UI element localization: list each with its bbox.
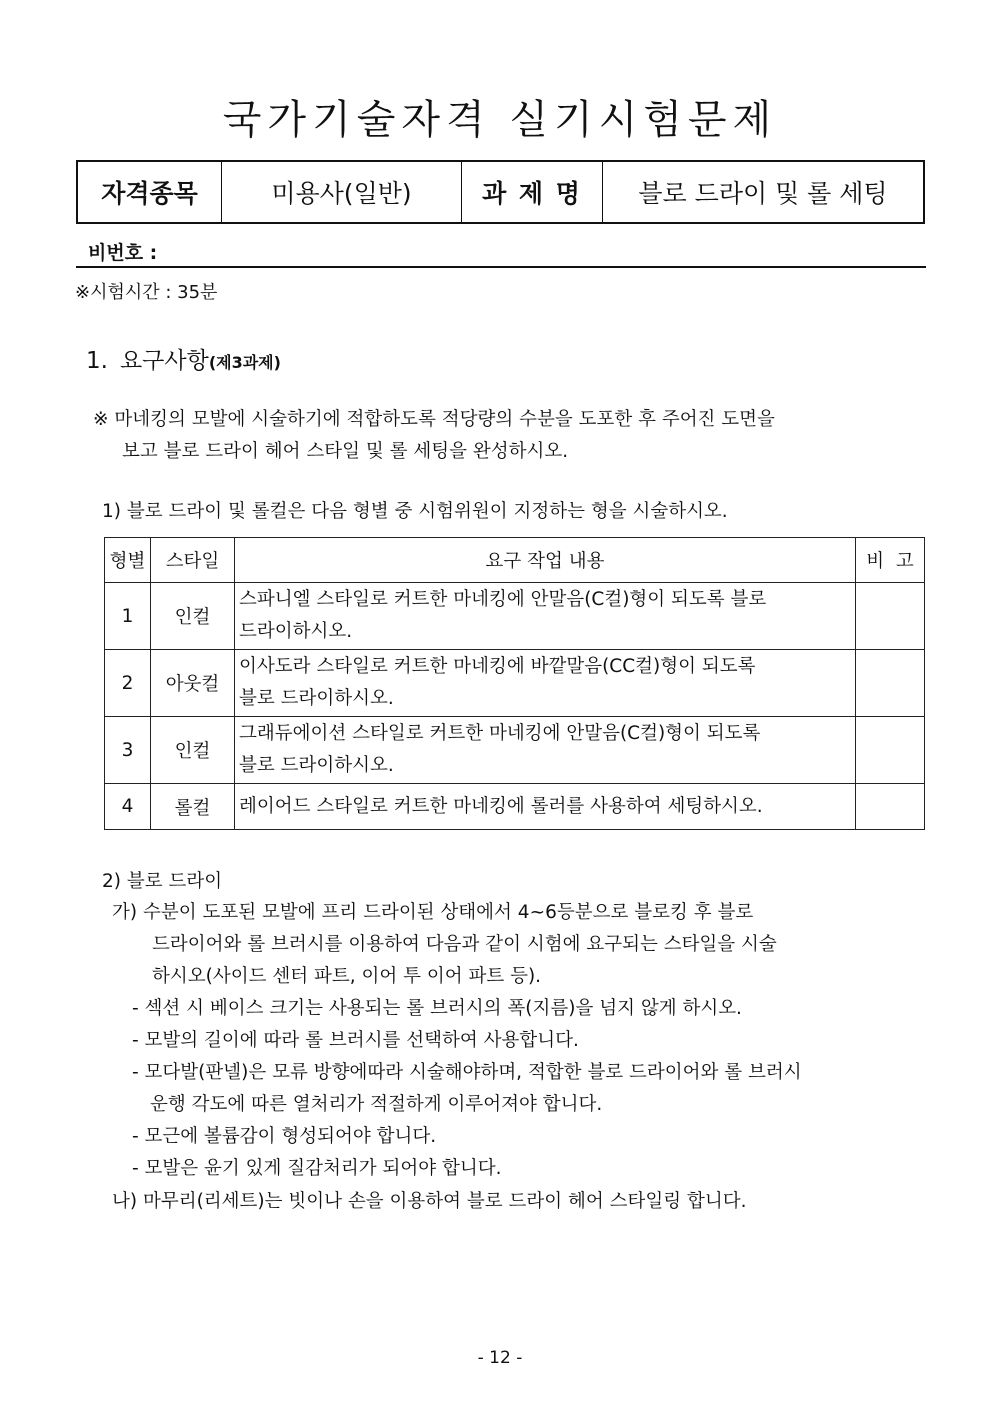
item-2-ga-line-3: 하시오(사이드 센터 파트, 이어 투 이어 파트 등). <box>152 966 542 987</box>
table-row <box>105 784 925 830</box>
row-content-line-1: 이사도라 스타일로 커트한 마네킹에 바깥말음(CC컬)형이 되도록 <box>239 656 756 677</box>
exam-info-table <box>76 160 925 224</box>
table-row <box>105 583 925 650</box>
page-title: 국가기술자격 실기시험문제 <box>222 97 778 143</box>
page-number: - 12 - <box>477 1348 523 1368</box>
requirements-table <box>104 537 925 830</box>
bullet-panel-line-1: - 모다발(판넬)은 모류 방향에따라 시술해야하며, 적합한 블로 드라이어와 롤 브러시 <box>132 1062 802 1083</box>
row-content-line-1: 레이어드 스타일로 커트한 마네킹에 롤러를 사용하여 세팅하시오. <box>239 795 763 817</box>
row-type: 4 <box>105 784 151 830</box>
item-2-ga-line-2: 드라이어와 롤 브러시를 이용하여 다음과 같이 시험에 요구되는 스타일을 시술 <box>152 934 777 955</box>
bullet-panel-line-2: 운행 각도에 따른 열처리가 적절하게 이루어져야 합니다. <box>150 1094 603 1115</box>
row-content <box>235 650 856 717</box>
section-number: 1. <box>86 348 108 374</box>
table-row <box>105 717 925 784</box>
row-type: 1 <box>105 583 151 650</box>
row-style: 롤컬 <box>151 784 235 830</box>
row-note <box>856 583 925 650</box>
row-content-line-1: 스파니엘 스타일로 커트한 마네킹에 안말음(C컬)형이 되도록 블로 <box>239 589 767 610</box>
header-note: 비 고 <box>856 538 925 583</box>
row-content-line-2: 블로 드라이하시오. <box>239 688 394 709</box>
row-content <box>235 717 856 784</box>
header-type: 형별 <box>105 538 151 583</box>
row-type: 2 <box>105 650 151 717</box>
bullet-texture: - 모발은 윤기 있게 질감처리가 되어야 합니다. <box>132 1158 502 1179</box>
exam-time: ※시험시간 : 35분 <box>75 282 218 303</box>
row-note <box>856 650 925 717</box>
section-heading <box>86 342 281 375</box>
item-1-heading: 1) 블로 드라이 및 롤컬은 다음 형별 중 시험위원이 지정하는 형을 시술하시오. <box>102 501 728 522</box>
bibun-label: 비번호 : <box>88 242 158 264</box>
bullet-brush-select: - 모발의 길이에 따라 롤 브러시를 선택하여 사용합니다. <box>132 1030 579 1051</box>
row-style: 아웃컬 <box>151 650 235 717</box>
header-style: 스타일 <box>151 538 235 583</box>
table-row <box>105 650 925 717</box>
row-content-line-2: 드라이하시오. <box>239 621 353 642</box>
row-note <box>856 784 925 830</box>
section-title: 요구사항 <box>119 348 209 374</box>
item-2-heading: 2) 블로 드라이 <box>102 871 223 892</box>
row-style: 인컬 <box>151 717 235 784</box>
header-content: 요구 작업 내용 <box>235 538 856 583</box>
row-style: 인컬 <box>151 583 235 650</box>
section-subtitle: (제3과제) <box>208 353 281 372</box>
note-line-2: 보고 블로 드라이 헤어 스타일 및 롤 세팅을 완성하시오. <box>122 441 569 462</box>
bullet-base-size: - 섹션 시 베이스 크기는 사용되는 롤 브러시의 폭(지름)을 넘지 않게 하시오. <box>132 998 742 1019</box>
row-type: 3 <box>105 717 151 784</box>
row-content-line-1: 그래듀에이션 스타일로 커트한 마네킹에 안말음(C컬)형이 되도록 <box>239 723 761 744</box>
row-content <box>235 583 856 650</box>
task-label: 과 제 명 <box>462 161 603 223</box>
category-label: 자격종목 <box>77 161 222 223</box>
category-value: 미용사(일반) <box>222 161 462 223</box>
item-2-na: 나) 마무리(리세트)는 빗이나 손을 이용하여 블로 드라이 헤어 스타일링 합니다. <box>112 1191 747 1212</box>
task-value: 블로 드라이 및 롤 세팅 <box>603 161 925 223</box>
row-note <box>856 717 925 784</box>
row-content <box>235 784 856 830</box>
header-divider <box>76 266 926 268</box>
note-line-1: ※ 마네킹의 모발에 시술하기에 적합하도록 적당량의 수분을 도포한 후 주어진 도면을 <box>93 409 775 430</box>
bullet-volume: - 모근에 볼륨감이 형성되어야 합니다. <box>132 1126 437 1147</box>
item-2-ga-line-1: 가) 수분이 도포된 모발에 프리 드라이된 상태에서 4~6등분으로 블로킹 후 블로 <box>112 902 754 923</box>
row-content-line-2: 블로 드라이하시오. <box>239 755 394 776</box>
